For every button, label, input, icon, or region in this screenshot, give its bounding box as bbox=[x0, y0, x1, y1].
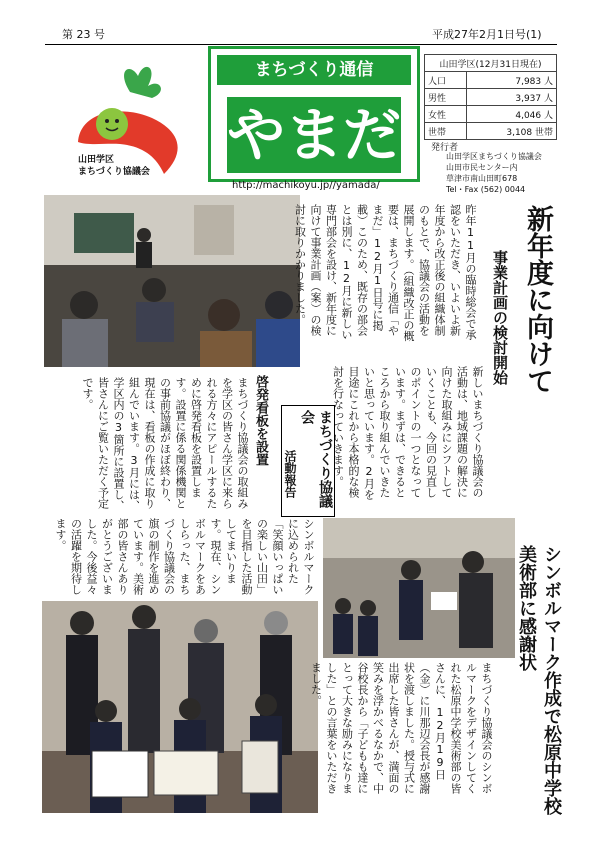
publisher-line: Tel・Fax (562) 0044 bbox=[446, 185, 526, 194]
publisher-label: 発行者 bbox=[431, 143, 459, 153]
signboard-body: まちづくり協議会の取組みを学区の皆さん学区に来られる方々にアピールするために啓発看板を設置します。設置に係る関係機関との事前協議がほぼ終わり、現在は、看板の作成に取り組んでいます。3月には、学区内の3箇所に設置し、皆さんにご覧いただく予定です。 bbox=[81, 377, 249, 511]
award-article-body: まちづくり協議会のシンボルマークをデザインしてくれた松原中学校美術部の皆さんに、12月19日（金）に川那辺会長が感謝状を渡しました。授与式に出席した皆さんが、満面の笑みを浮かべるなかで、中谷校長から「子どもも達にとって大きな励みになりました」との言葉をいただきました。 bbox=[309, 662, 493, 794]
population-header: 山田学区(12月31日現在) bbox=[425, 55, 557, 72]
signboard-heading: 啓発看板を設置 bbox=[253, 375, 268, 466]
award-article-title: シンボルマーク作成で松原中学校美術部に感謝状 bbox=[516, 545, 562, 815]
logo-caption-line-1: 山田学区 bbox=[78, 155, 115, 165]
table-row: 世帯 3,108 世帯 bbox=[425, 123, 557, 140]
masthead bbox=[208, 46, 420, 182]
group-photo bbox=[42, 601, 318, 813]
newsletter-series-title: まちづくり通信 bbox=[217, 55, 411, 85]
publisher-line: 草津市南山田町678 bbox=[446, 174, 518, 183]
activity-report-subtitle: 活動報告 bbox=[283, 450, 297, 498]
issue-date: 平成27年2月1日号(1) bbox=[432, 28, 542, 41]
article-body-1: 昨年11月の臨時総会で承認をいただき、いよいよ新年度から改正後の組織体制のもとで、協議会の活動を展開します。（組織改正の概要は、まちづくり通信「やまだ」12月1日号に掲載）このため、既存の部会とは別に、12月に新しい専門部会を設け、新年度に向けて事業計画（案）の検討に取りかかりました。 bbox=[293, 204, 477, 342]
symbol-flag-body: シンボルマークに込められた「笑顔いっぱいの楽しい山田」を目指した活動してまいります。現在、シンボルマークをあしらった、まちづくり協議会の旗の制作を進めています。美術部の皆さんありがとうございました。今後益々の活躍を期待します。 bbox=[54, 518, 315, 595]
table-row: 女性 4,046 人 bbox=[425, 106, 557, 123]
issue-number: 第 23 号 bbox=[62, 28, 105, 41]
meeting-photo bbox=[44, 195, 300, 367]
award-ceremony-photo bbox=[323, 518, 515, 658]
table-row: 男性 3,937 人 bbox=[425, 89, 557, 106]
publisher-line: 山田学区まちづくり協議会 bbox=[446, 152, 542, 161]
logo-caption bbox=[78, 154, 150, 178]
article-subtitle: 事業計画の検討開始 bbox=[491, 250, 509, 385]
publisher-info bbox=[446, 151, 542, 195]
article-body-2: 新しいまちづくり協議会の活動は、地域課題の解決に向けた取組みにシフトしていくことも、今回の見直しのポイントの一つとなっています。まずは、できるところから取り組んでいきたいと思っています。2月を目途にこれから本格的な検討を行なっていきます。 bbox=[331, 366, 484, 500]
article-title: 新年度に向けて bbox=[522, 205, 553, 394]
header-divider bbox=[45, 44, 557, 45]
population-table bbox=[424, 54, 557, 140]
publisher-line: 山田市民センター内 bbox=[446, 163, 518, 172]
website-url[interactable]: http://machikoyu.jp//yamada/ bbox=[232, 180, 380, 191]
activity-report-title: まちづくり協議会 bbox=[299, 410, 333, 508]
newsletter-title: やまだ bbox=[227, 97, 401, 173]
logo-caption-line-2: まちづくり協議会 bbox=[78, 167, 150, 177]
table-row: 人口 7,983 人 bbox=[425, 72, 557, 89]
